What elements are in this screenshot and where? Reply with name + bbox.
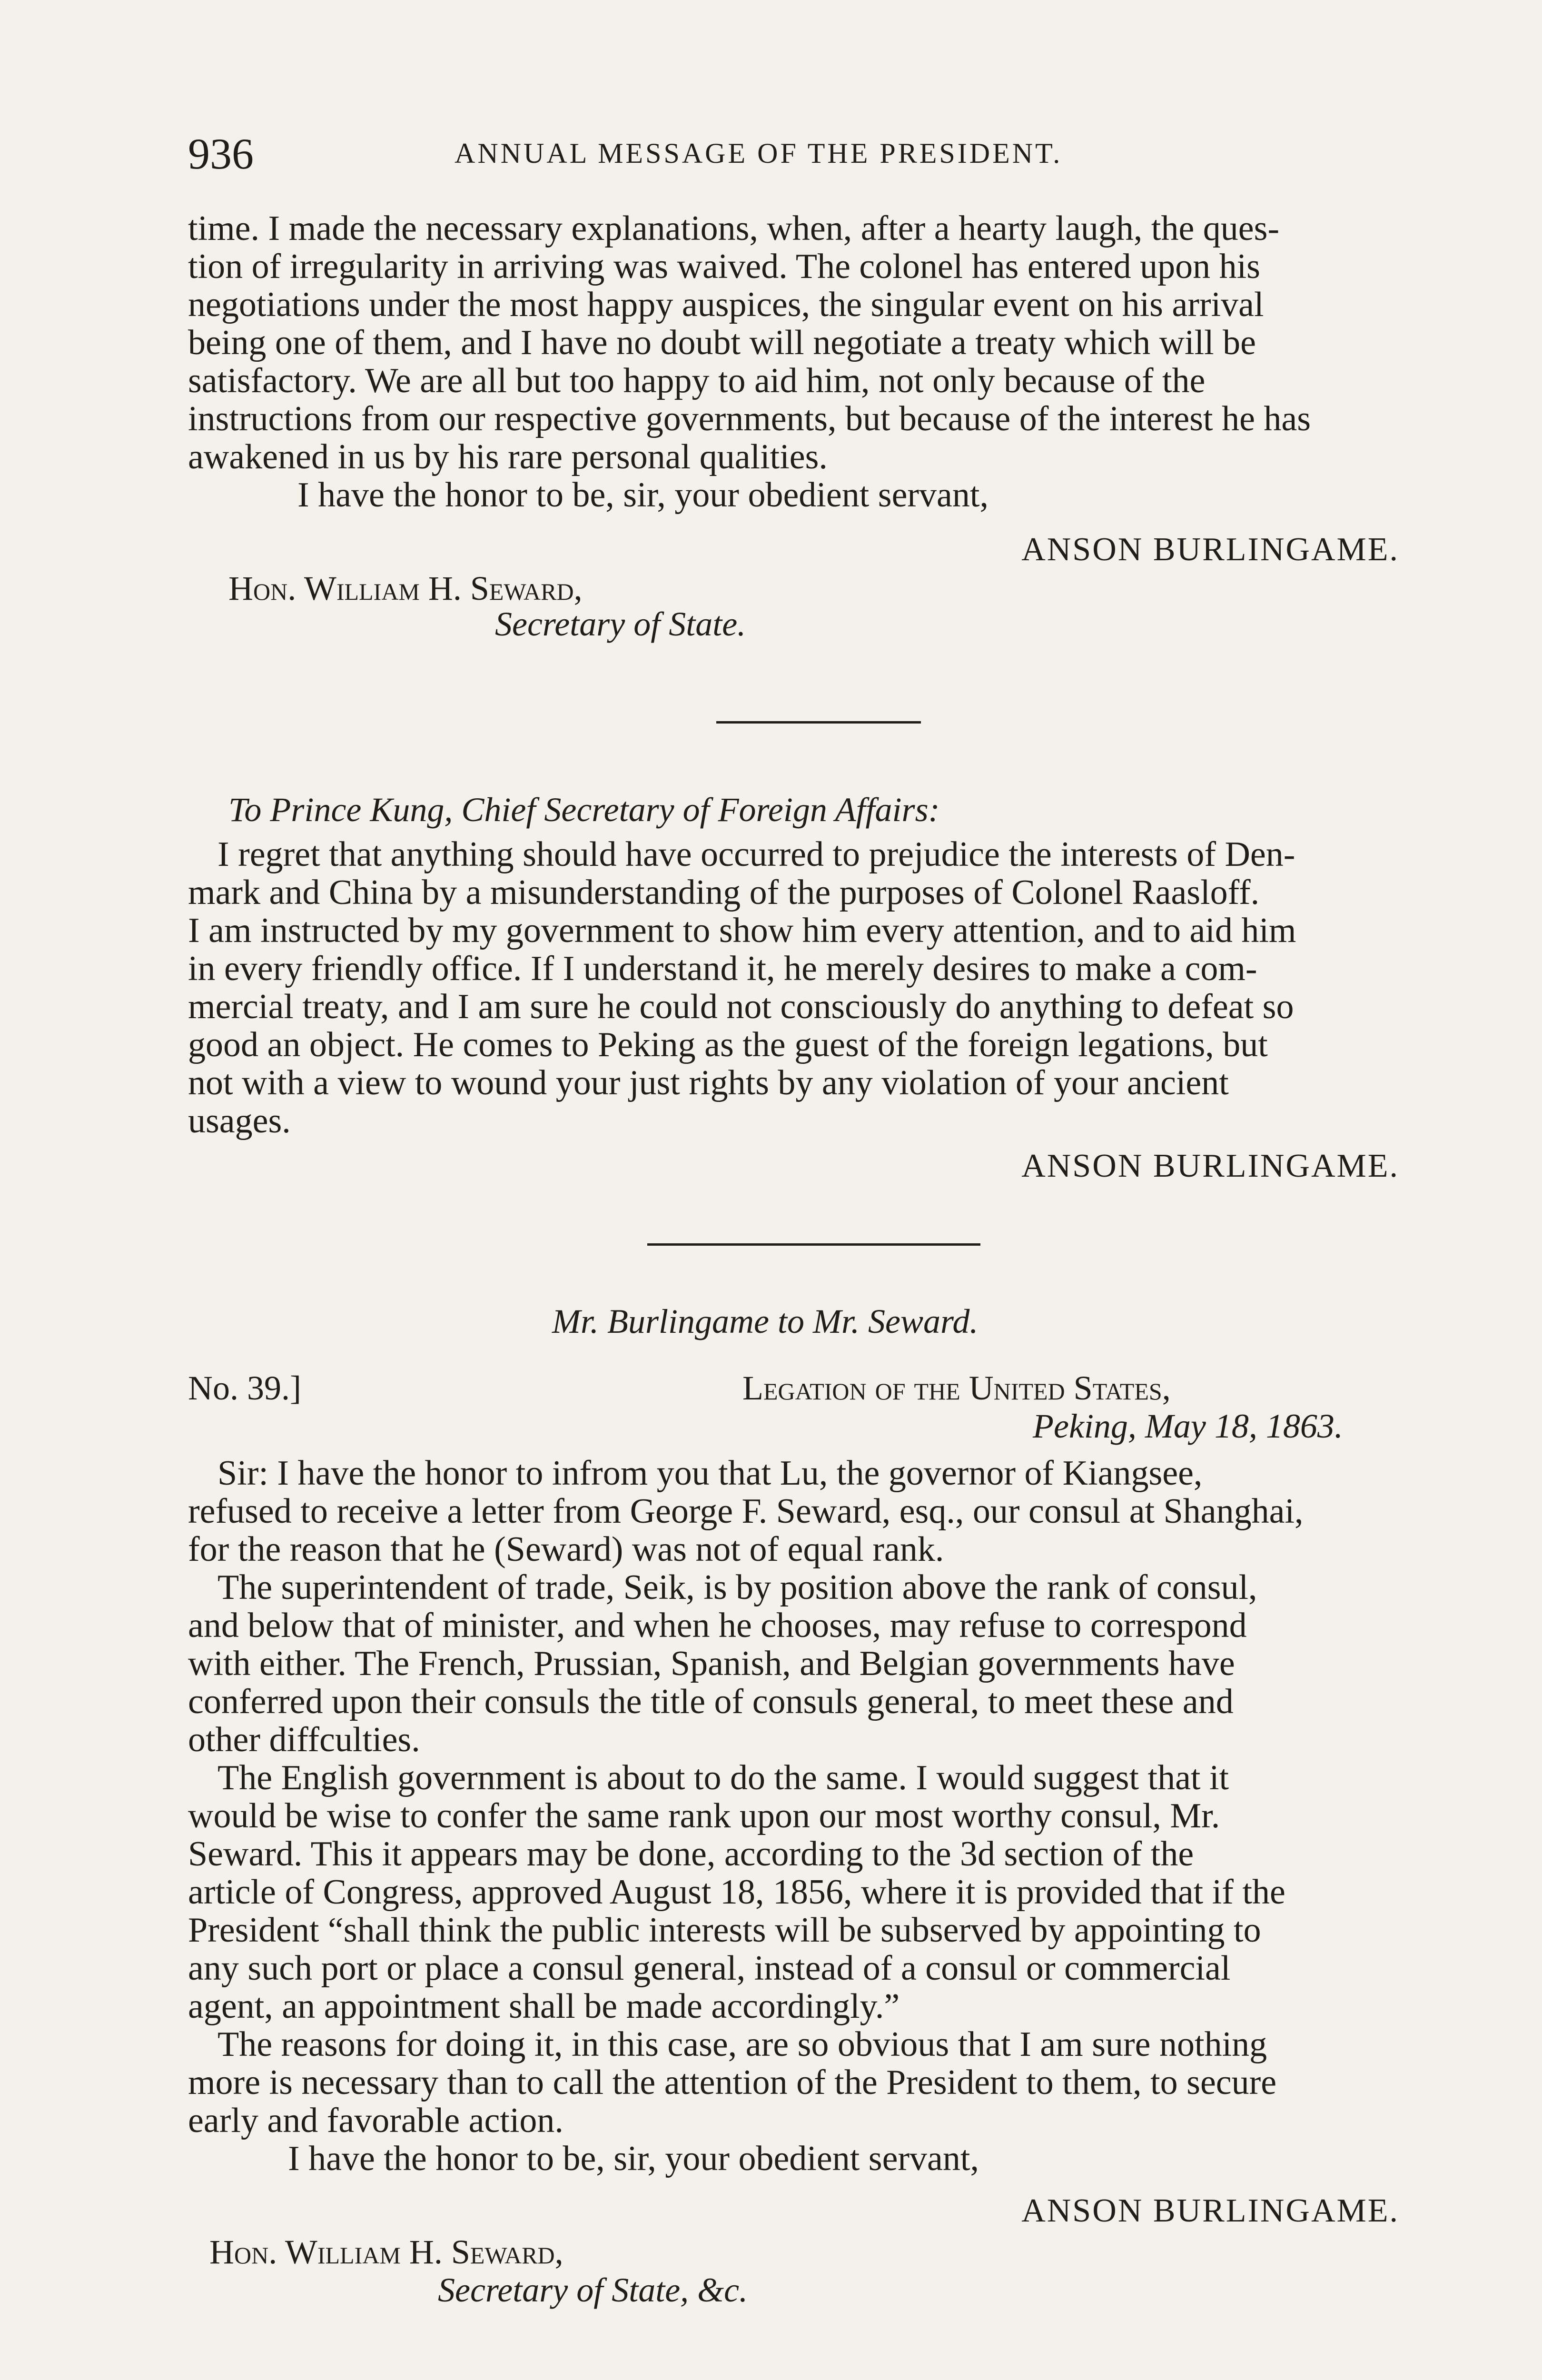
letter-2-line: in every friendly office. If I understand it, he merely desires to make a com- [188,949,1257,988]
letter-2-line: not with a view to wound your just rights by any violation of your ancient [188,1063,1229,1102]
date: May 18, 1863. [1145,1407,1343,1445]
letter-3-line: any such port or place a consul general, instead of a consul or commercial [188,1949,1231,1988]
despatch-number: No. 39.] [188,1369,301,1407]
letter-3-line: The superintendent of trade, Seik, is by position above the rank of consul, [217,1568,1257,1607]
letter-2-line: good an object. He comes to Peking as the guest of the foreign legations, but [188,1025,1268,1064]
running-head: ANNUAL MESSAGE OF THE PRESIDENT. [455,138,1063,169]
letter-3-line: agent, an appointment shall be made accordingly.” [188,1987,900,2026]
letter-2-line: mercial treaty, and I am sure he could not consciously do anything to defeat so [188,987,1294,1026]
letter-1-line: time. I made the necessary explanations, when, after a hearty laugh, the ques- [188,209,1280,248]
letter-3-line: The English government is about to do the same. I would suggest that it [217,1758,1229,1797]
letter-3-line: and below that of minister, and when he chooses, may refuse to correspond [188,1606,1247,1645]
letter-3-line: would be wise to confer the same rank upon our most worthy consul, Mr. [188,1796,1220,1835]
place-date-line [1033,1407,1343,1446]
letter-1-addressee-title: Secretary of State. [495,605,746,643]
letter-3-line: conferred upon their consuls the title of consuls general, to meet these and [188,1682,1234,1721]
letter-1-line: being one of them, and I have no doubt will negotiate a treaty which will be [188,323,1256,362]
letter-3-addressee-title: Secretary of State, &c. [438,2271,748,2309]
letter-3-line: early and favorable action. [188,2101,563,2140]
letter-1-closing: I have the honor to be, sir, your obedient servant, [297,476,988,515]
letter-1-line: negotiations under the most happy auspices, the singular event on his arrival [188,285,1264,324]
letter-1-addressee-name: Hon. William H. Seward, [228,569,583,607]
letter-1-line: instructions from our respective governments, but because of the interest he has [188,399,1311,438]
letter-3-line: more is necessary than to call the attention of the President to them, to secure [188,2063,1277,2102]
letter-3-heading: Mr. Burlingame to Mr. Seward. [552,1302,979,1340]
legation-line: Legation of the United States, [742,1369,1171,1407]
letter-1-line: awakened in us by his rare personal qualities. [188,437,828,476]
letter-1-signature: ANSON BURLINGAME. [1021,531,1399,568]
letter-3-line: The reasons for doing it, in this case, are so obvious that I am sure nothing [217,2025,1267,2064]
section-divider [647,1243,980,1246]
letter-2-line: usages. [188,1101,291,1140]
letter-3-line: Sir: I have the honor to infrom you that Lu, the governor of Kiangsee, [217,1454,1203,1493]
letter-3-signature: ANSON BURLINGAME. [1021,2192,1399,2229]
letter-3-closing: I have the honor to be, sir, your obedient servant, [288,2139,979,2178]
letter-3-line: Seward. This it appears may be done, according to the 3d section of the [188,1835,1194,1874]
letter-1-body [188,209,1444,514]
letter-2-line: I regret that anything should have occurred to prejudice the interests of Den- [217,835,1295,874]
letter-3-line: President “shall think the public interests will be subserved by appointing to [188,1911,1261,1950]
letter-3-line: article of Congress, approved August 18, 1856, where it is provided that if the [188,1873,1285,1912]
letter-3-line: refused to receive a letter from George F. Seward, esq., our consul at Shanghai, [188,1492,1304,1531]
letter-3-body [188,1454,1444,2178]
letter-3-line: for the reason that he (Seward) was not of equal rank. [188,1530,944,1569]
letter-3-addressee-name: Hon. William H. Seward, [209,2233,563,2271]
section-divider [716,721,921,724]
letter-2-signature: ANSON BURLINGAME. [1021,1148,1399,1184]
page-header [188,129,1444,186]
page-number: 936 [188,129,254,178]
place: Peking, [1033,1407,1137,1445]
letter-1-line: tion of irregularity in arriving was waived. The colonel has entered upon his [188,247,1260,286]
letter-2-body [188,835,1444,1140]
letter-3-line: other diffculties. [188,1720,420,1759]
letter-2-salutation: To Prince Kung, Chief Secretary of Foreign Affairs: [228,791,940,829]
letter-2-line: I am instructed by my government to show him every attention, and to aid him [188,911,1296,950]
letter-3-line: with either. The French, Prussian, Spanish, and Belgian governments have [188,1644,1235,1683]
letter-1-line: satisfactory. We are all but too happy to aid him, not only because of the [188,361,1206,400]
letter-2-line: mark and China by a misunderstanding of the purposes of Colonel Raasloff. [188,873,1260,912]
